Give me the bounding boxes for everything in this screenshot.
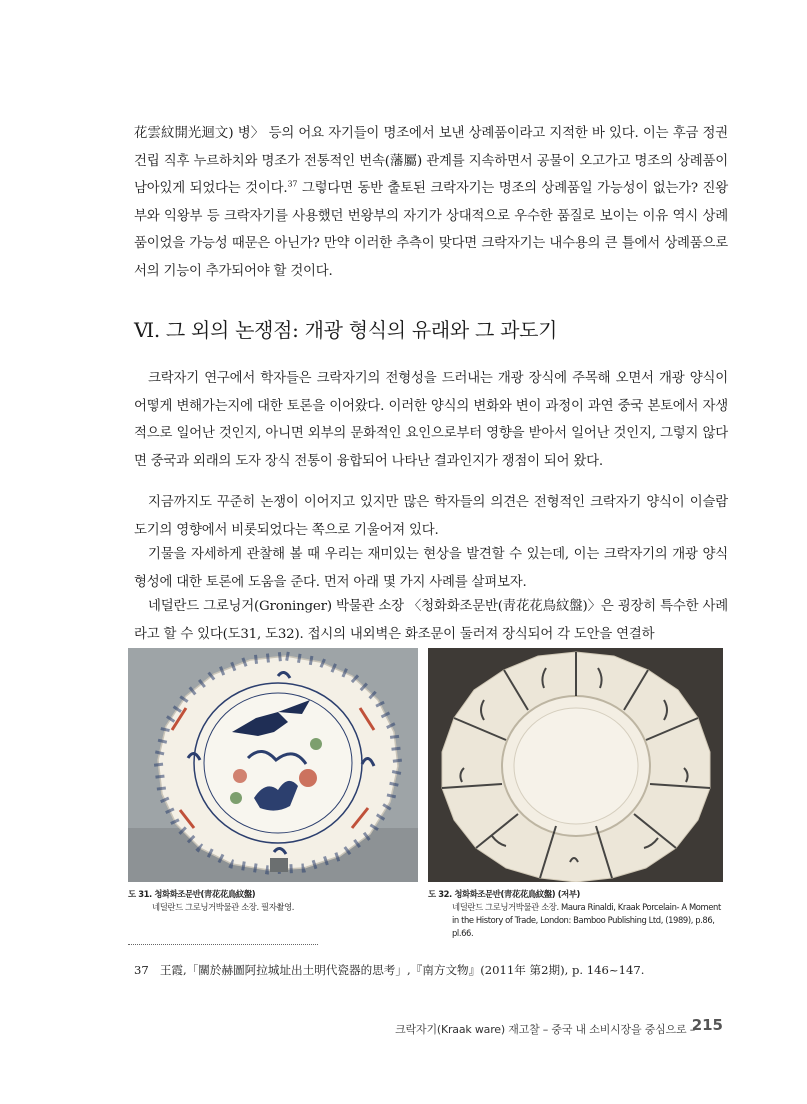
figure-31-photo [128, 648, 418, 882]
figure-32-label: 도 32. 청화화조문반(靑花花鳥紋盤) (저부) [428, 889, 580, 899]
footnote-text: 王霞,「關於赫圖阿拉城址出土明代瓷器的思考」,『南方文物』(2011年 第2期), p. 146~147. [159, 963, 645, 977]
intro-text-a: 花雲紋開光迴文) 병〉 등의 어요 자기들이 명조에서 보낸 상례품이라고 지적한 바 있다. 이는 후금 정권 건립 직후 누르하치와 명조가 전통적인 번속(藩屬) 관계를 지속하면서 공물이 오고가고 명조의 상례품이 남아있게 되었다는 것이다. [134, 126, 728, 197]
plate-back-illustration [428, 648, 723, 882]
section-heading: Ⅵ. 그 외의 논쟁점: 개광 형식의 유래와 그 과도기 [134, 318, 558, 342]
figure-32-credit: 네덜란드 그로닝거박물관 소장. Maura Rinaldi, Kraak Porcelain- A Moment in the History of Trade, London: Bamboo Publishing Ltd, (1989), p.86, pl.66. [452, 902, 721, 938]
plate-front-illustration [128, 648, 418, 882]
footnote-37 [134, 962, 644, 978]
figure-32-photo [428, 648, 723, 882]
figure-31-label: 도 31. 청화화조문반(靑花花鳥紋盤) [128, 889, 256, 899]
intro-paragraph [134, 120, 728, 286]
body-paragraph-4: 네덜란드 그로닝거(Groninger) 박물관 소장 〈청화화조문반(靑花花鳥紋盤)〉은 굉장히 특수한 사례라고 할 수 있다(도31, 도32). 접시의 내외벽은 화조문이 둘러져 장식되어 각 도안을 연결하 [134, 599, 728, 642]
footnote-number: 37 [134, 963, 149, 977]
body-paragraph-3: 기물을 자세하게 관찰해 볼 때 우리는 재미있는 현상을 발견할 수 있는데, 이는 크락자기의 개광 양식 형성에 대한 토론에 도움을 준다. 먼저 아래 몇 가지 사례를 살펴보자. [134, 547, 728, 590]
page-number: 215 [691, 1016, 723, 1034]
footnote-divider [128, 944, 318, 945]
figure-32-caption [428, 888, 728, 940]
running-header: 크락자기(Kraak ware) 재고찰 – 중국 내 소비시장을 중심으로 – [395, 1023, 695, 1036]
body-paragraph-1: 크락자기 연구에서 학자들은 크락자기의 전형성을 드러내는 개광 장식에 주목해 오면서 개광 양식이 어떻게 변해가는지에 대한 토론을 이어왔다. 이러한 양식의 변화와 변이 과정이 과연 중국 본토에서 자생적으로 일어난 것인지, 아니면 외부의 문화적인 요인으로부터 영향을 받아서 일어난 것인지, 그렇지 않다면 중국과 외래의 도자 장식 전통이 융합되어 나타난 결과인지가 쟁점이 되어 왔다. [134, 371, 728, 469]
body-paragraph-2: 지금까지도 꾸준히 논쟁이 이어지고 있지만 많은 학자들의 의견은 전형적인 크락자기 양식이 이슬람 도기의 영향에서 비롯되었다는 쪽으로 기울어져 있다. [134, 495, 728, 538]
figure-31-caption [128, 888, 418, 914]
figure-31-credit: 네덜란드 그로닝거박물관 소장. 필자촬영. [152, 902, 295, 912]
footnote-ref[interactable]: 37 [287, 179, 298, 189]
intro-text-b: 그렇다면 동반 출토된 크락자기는 명조의 상례품일 가능성이 없는가? 진왕부와 익왕부 등 크락자기를 사용했던 번왕부의 자기가 상대적으로 우수한 품질로 보이는 이유 역시 상례품이었을 가능성 때문은 아닌가? 만약 이러한 추측이 맞다면 크락자기는 내수용의 큰 틀에서 상례품으로서의 기능이 추가되어야 할 것이다. [134, 181, 729, 279]
